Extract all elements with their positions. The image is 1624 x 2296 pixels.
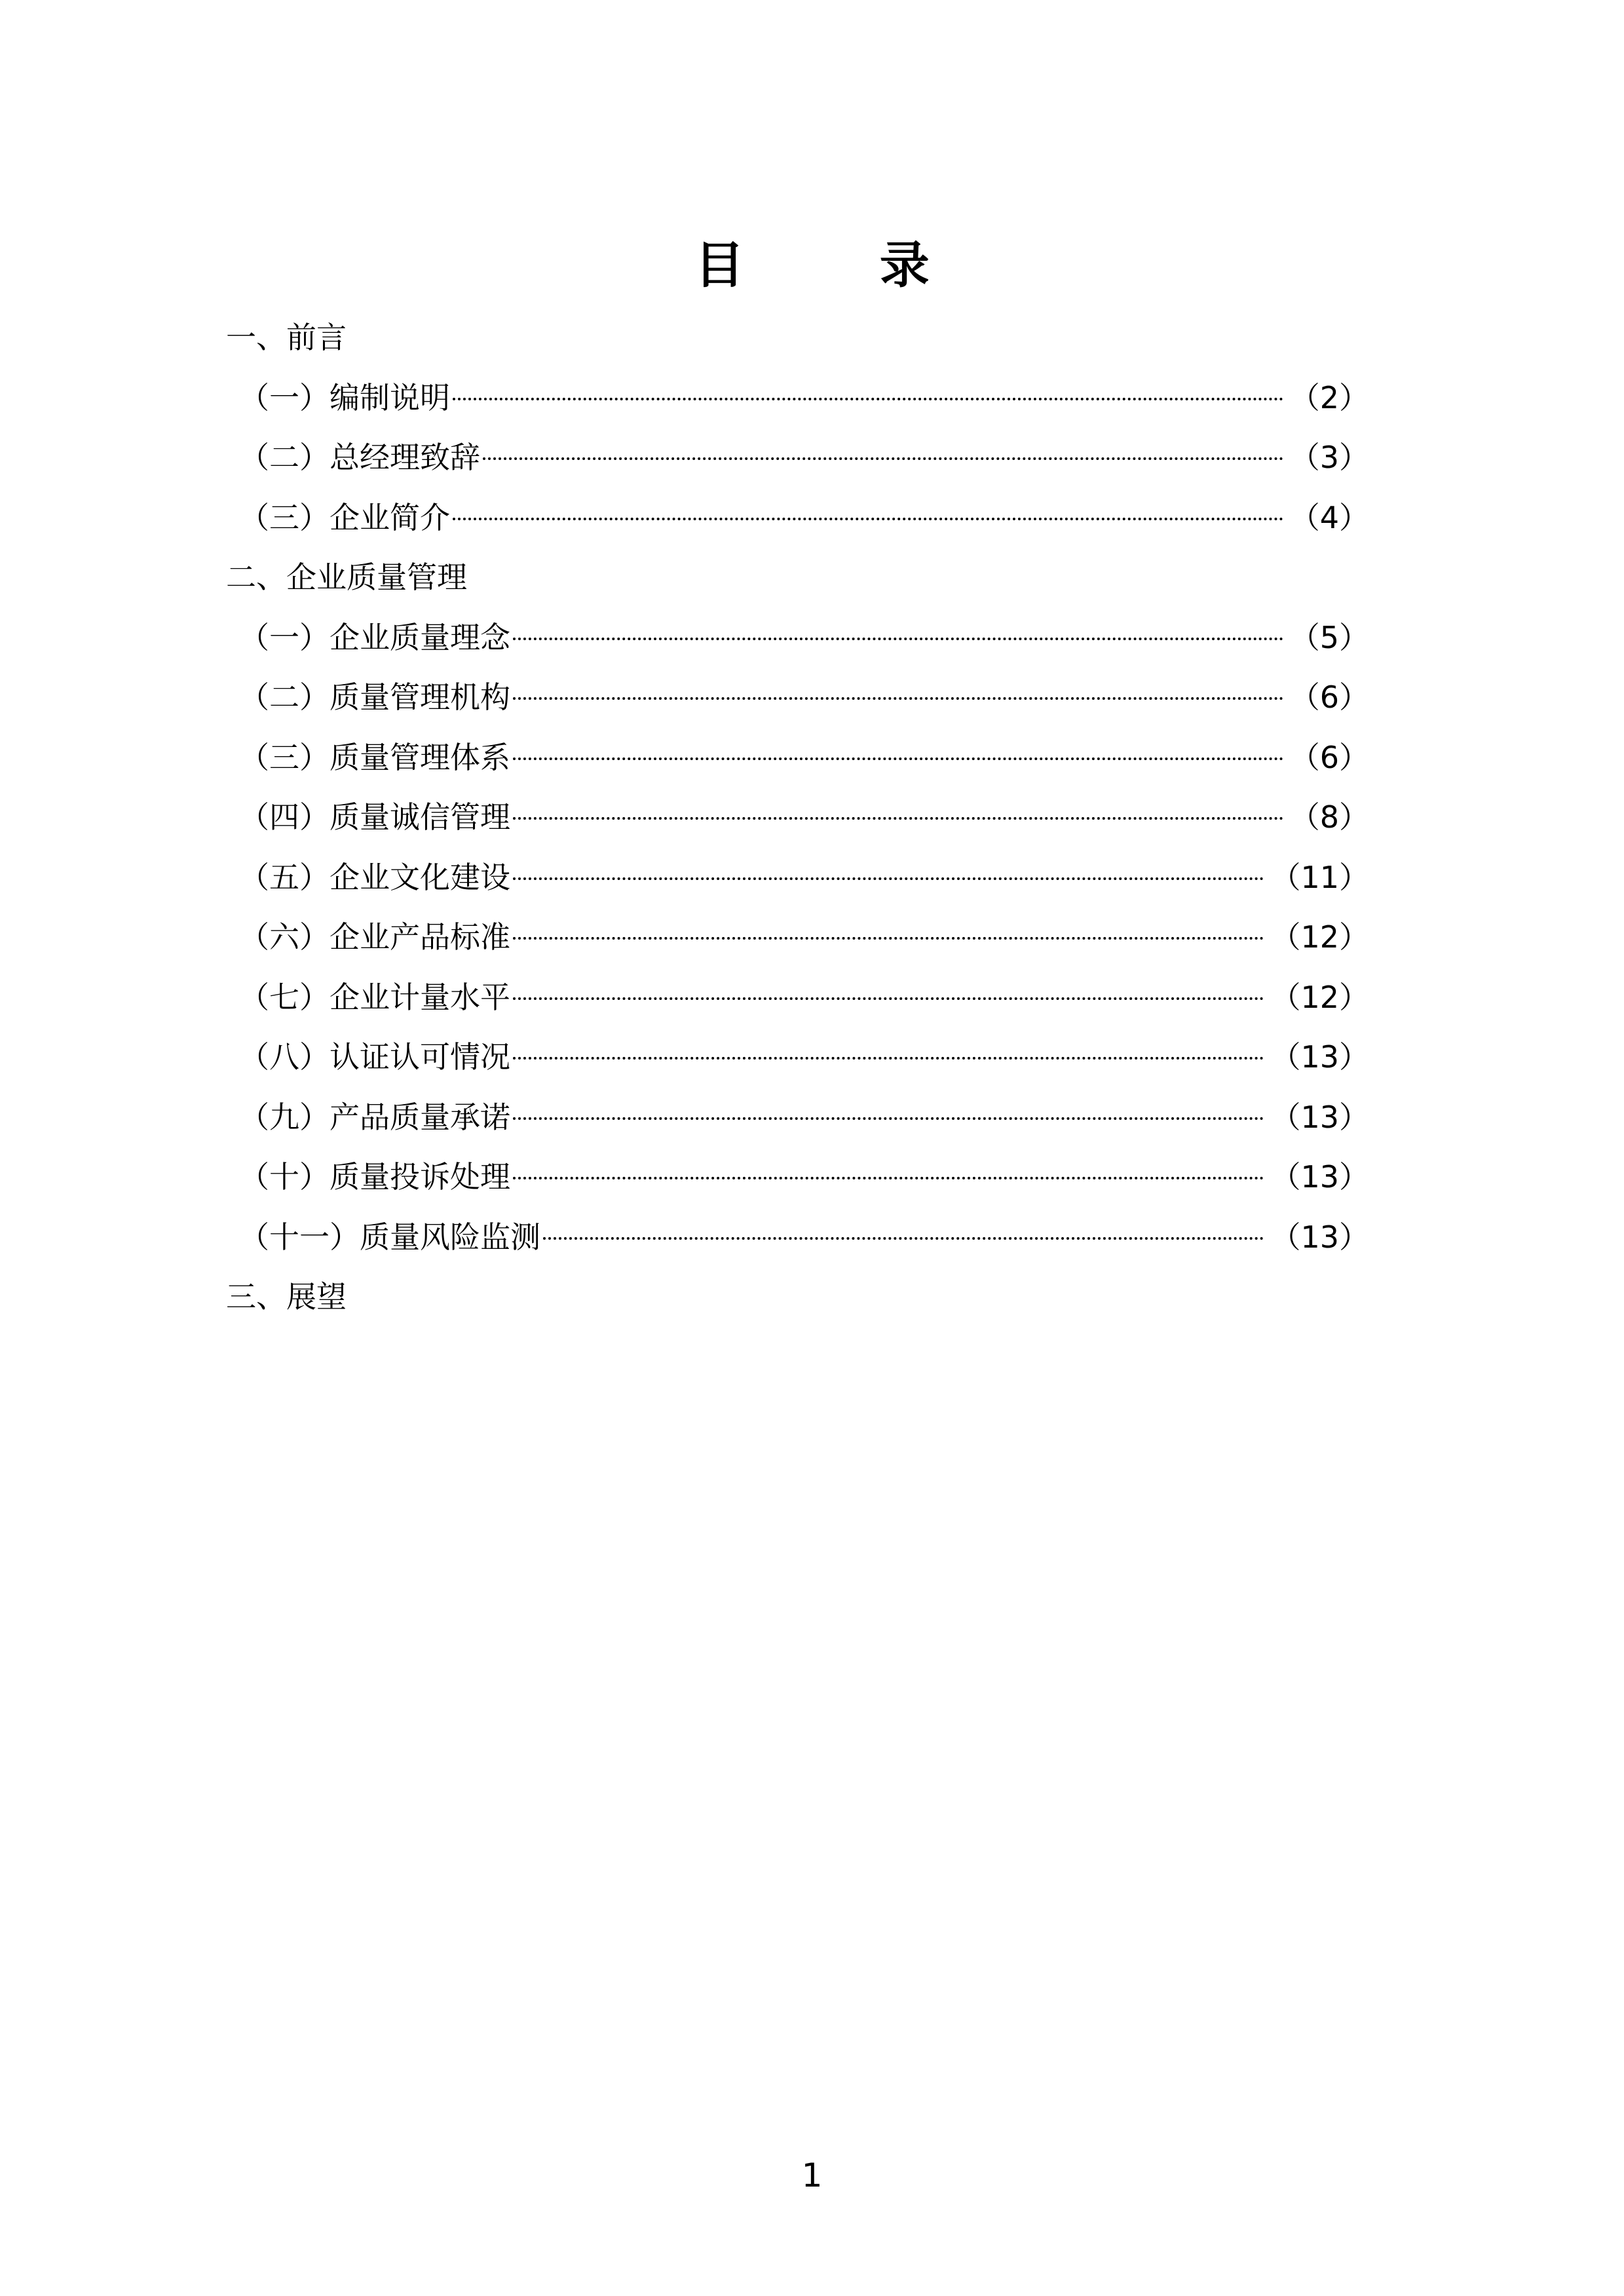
toc-entry-page: （11） — [1270, 859, 1369, 895]
toc-entry-title: 三、展望 — [226, 1279, 347, 1314]
toc-dot-leader — [513, 1177, 1264, 1179]
toc-entry — [226, 608, 1369, 668]
toc-dot-leader — [513, 1057, 1264, 1060]
toc-entry-page: （12） — [1270, 919, 1369, 955]
toc-entry-page: （6） — [1289, 679, 1369, 715]
toc-entry-title: 二、企业质量管理 — [226, 560, 467, 595]
toc-entry — [226, 368, 1369, 429]
toc-entry-page: （12） — [1270, 979, 1369, 1015]
toc-entry-title: （三）企业简介 — [239, 499, 450, 535]
toc-entry-title: （一）企业质量理念 — [239, 619, 510, 655]
toc-entry-title: （四）质量诚信管理 — [239, 799, 510, 835]
toc-entry — [226, 1088, 1369, 1148]
toc-entry-page: （5） — [1289, 619, 1369, 655]
toc-dot-leader — [513, 817, 1283, 820]
toc-entry-page: （3） — [1289, 440, 1369, 475]
toc-entry — [226, 1027, 1369, 1088]
toc-entry-title: 一、前言 — [226, 320, 347, 355]
toc-entry-title: （一）编制说明 — [239, 379, 450, 415]
toc-entry — [226, 488, 1369, 548]
toc-dot-leader — [513, 1117, 1264, 1120]
toc-dot-leader — [513, 937, 1264, 940]
toc-dot-leader — [513, 697, 1283, 700]
toc-dot-leader — [543, 1237, 1264, 1240]
toc-entry-page: （13） — [1270, 1159, 1369, 1195]
toc-section-heading — [226, 1267, 1369, 1328]
toc-entry-title: （八）认证认可情况 — [239, 1039, 510, 1075]
toc-section-heading — [226, 308, 1369, 368]
toc-entry-page: （4） — [1289, 499, 1369, 535]
toc-entry-title: （六）企业产品标准 — [239, 919, 510, 955]
toc-title: 目 录 — [694, 236, 989, 294]
toc-entry-page: （2） — [1289, 379, 1369, 415]
toc-entry — [226, 1208, 1369, 1268]
toc-entry-title: （三）质量管理体系 — [239, 739, 510, 775]
toc-section-heading — [226, 548, 1369, 608]
toc-entry-page: （13） — [1270, 1039, 1369, 1075]
toc-entry-page: （8） — [1289, 799, 1369, 835]
toc-entry — [226, 668, 1369, 728]
toc-entry — [226, 848, 1369, 908]
toc-entry-title: （二）质量管理机构 — [239, 679, 510, 715]
toc-entry — [226, 1147, 1369, 1208]
toc-entry — [226, 788, 1369, 848]
toc-entry-title: （十一）质量风险监测 — [239, 1219, 540, 1255]
toc-entry-title: （五）企业文化建设 — [239, 859, 510, 895]
toc-entry-title: （二）总经理致辞 — [239, 440, 480, 475]
toc-dot-leader — [453, 518, 1283, 520]
toc-entry-title: （九）产品质量承诺 — [239, 1099, 510, 1135]
toc-dot-leader — [483, 457, 1283, 460]
toc-dot-leader — [513, 757, 1283, 760]
toc-entry — [226, 908, 1369, 968]
toc-entry — [226, 728, 1369, 788]
table-of-contents — [226, 308, 1369, 1328]
toc-entry-page: （13） — [1270, 1099, 1369, 1135]
toc-entry — [226, 428, 1369, 488]
toc-entry-title: （十）质量投诉处理 — [239, 1159, 510, 1195]
toc-entry — [226, 968, 1369, 1028]
toc-entry-page: （6） — [1289, 739, 1369, 775]
toc-dot-leader — [513, 997, 1264, 1000]
page-number: 1 — [801, 2156, 823, 2194]
toc-dot-leader — [513, 877, 1264, 880]
toc-entry-title: （七）企业计量水平 — [239, 979, 510, 1015]
toc-dot-leader — [453, 398, 1283, 400]
toc-entry-page: （13） — [1270, 1219, 1369, 1255]
toc-dot-leader — [513, 638, 1283, 640]
